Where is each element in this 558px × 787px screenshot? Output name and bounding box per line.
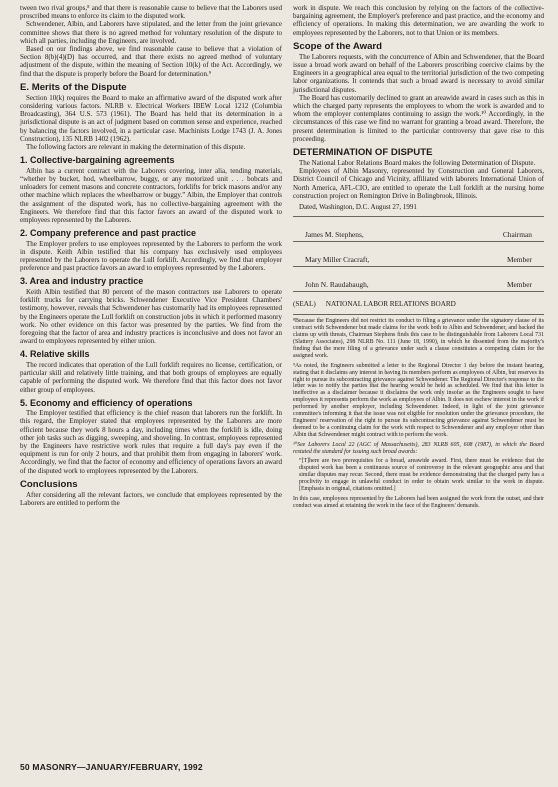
right-column [293,4,544,513]
paragraph: The National Labor Relations Board makes the following Determination of Dispute. [299,159,536,168]
dated-line: Dated, Washington, D.C. August 27, 1991 [299,203,417,212]
subheading-collective-bargaining: 1. Collective-bargaining agreements [20,155,175,166]
footnote-9: ⁹As noted, the Engineers submitted a letter to the Regional Director 1 day before the instant hearing, stating that it disclaims any interest in having its members perform as employees of Albin, but reserves its right to pursue its subcontracting grievance against Schwendener. The Regional Director's response to the letter was to notify the parties that the hearing would be held as scheduled. We find that this letter is ineffective as a disclaimer because it disclaims the work only insofar as the Engineers sought to have employees it represents perform the work as employees of Albin. It does not eschew interest in the work if performed by another employer, including Schwendener. Indeed, in light of the joint grievance committee's informing it that the issue was not eligible for resolution under the grievance procedure, the Engineers' reservation of the right to pursue its subcontracting grievance against Schwendener must be deemed to be a continuing claim for the work with respect to Schwendener and any employer other than Albin that Schwendener might contract with to perform the work. [293,362,544,438]
footnote-8: ⁸Because the Engineers did not restrict its conduct to filing a grievance under the signatory clause of its contract with Schwendener but made claims for the work both to Albin and Schwendener, and backed the claims up with threats, Chairman Stephens finds this case to be distinguishable from Laborers Local 731 (Slattery Associates), 298 NLRB No. 111 (June 18, 1990), in which he dissented from the majority's finding that the mere filing of a grievance under such a clause constitutes a competing claim for the assigned work. [293,318,544,359]
seal-line [293,300,544,308]
footnote-divider [293,314,544,315]
footnote-10: ¹⁰See Laborers Local 22 (AGC of Massachusetts), 283 NLRB 605, 608 (1987), in which the Board restated the standard for issuing such broad awards: [293,441,544,455]
paragraph: The Laborers requests, with the concurrence of Albin and Schwendener, that the Board issue a broad work award on behalf of the Laborers proscribing coercive claims by the Engineers in a geographical area equal to the territorial jurisdiction of the two competing labor organizations. It contends that such a broad award is necessary to avoid similar jurisdictional disputes. [293,52,544,94]
paragraph: The following factors are relevant in making the determination of this dispute. [26,143,246,152]
paragraph: Employees of Albin Masonry, represented by Construction and General Laborers, District Council of Chicago and Vicinity, affiliated with laborers International Union of North America, AFL-CIO, are entitled to operate the Lull forklift at the nursing home construction project on Remington Drive in Bolingbrook, Illinois. [293,167,544,200]
paragraph: Section 10(k) requires the Board to make an affirmative award of the disputed work after considering various factors. NLRB v. Electrical Workers IBEW Local 1212 (Columbia Broadcasting), 364 U.S. 573 (1961). The Board has held that its determination in a jurisdictional dispute is an act of judgment based on common sense and experience, reached by balancing the factors involved, in a particular case. Machinists Lodge 1743 (J. A. Jones Construction), 135 NLRB 1402 (1962). [20,93,282,143]
paragraph: Keith Albin testified that 80 percent of the mason contractors use Laborers to operate forklift trucks for carrying bricks. Schwendener Executive Vice President Chambers' testimony, however, reveals that Schwendener has customarily had its employees represented by the Engineers operate the Lull forklift on construction jobs in which it performed masonry work. No other evidence on this factor was presented by the parties. We find from the foregoing that the factor of area and industry practices is inconclusive and does not favor an award to employees represented by either union. [20,287,282,346]
paragraph: The Employer prefers to use employees represented by the Laborers to perform the work in dispute. Keith Albin testified that his company has exclusively used employees represented by the Laborers to operate the Lull forklift. Accordingly, we find that employer preference and past practice favors an award to employees represented by the Laborers. [20,239,282,273]
paragraph: Based on our findings above, we find reasonable cause to believe that a violation of Section 8(b)(4)(D) has occurred, and that there exists no agreed method of voluntary adjustment of the dispute, within the meaning of Section 10(k) of the Act. Accordingly, we find that the dispute is properly before the Board for determination.⁹ [20,45,282,78]
signature-row [293,242,544,267]
page-footer: 50 MASONRY—JANUARY/FEBRUARY, 1992 [20,762,203,772]
signer-title: Chairman [502,230,532,240]
footnote-10-quote: “[T]here are two prerequisites for a broad, areawide award. First, there must be evidence that the disputed work has been a continuous source of controversy in the relevant geographic area and that similar disputes may recur. Second, there must be evidence demonstrating that the charged party has a proclivity to engage in unlawful conduct in order to obtain work similar to the work in dispute. [Emphasis in original, citations omitted.] [299,458,544,493]
signer-name: James M. Stephens, [305,230,364,240]
section-heading-merits: E. Merits of the Dispute [20,81,127,93]
left-column [20,4,282,507]
signer-title: Member [506,280,532,290]
section-heading-scope: Scope of the Award [293,40,383,52]
paragraph: The Employer testified that efficiency is the chief reason that laborers run the forklift. In this regard, the Employer stated that employees represented by the Laborers are more efficient because they work 8 hours a day, including times when the forklift is idle, doing other job tasks such as digging, sweeping, and shoveling. In contrast, employees represented by the Engineers have restrictive work rules that require a full day's pay even if the equipment is run for only 2 hours, and that prohibit them from engaging in laborers' work. Accordingly, we find that the factor of economy and efficiency of operations favors an award of the disputed work to employees represented by the Laborers. [20,409,282,475]
paragraph: Schwendener, Albin, and Laborers have stipulated, and the letter from the joint grievance committee shows that there is no agreed method for voluntary resolution of the dispute to which all parties, including the Engineers, are involved. [20,20,282,45]
signature-row [293,217,544,242]
footnote-10-tail: In this case, employees represented by the Laborers had been assigned the work from the outset, and their conduct was aimed at retaining the work in the face of the Engineers' demands. [293,496,544,509]
paragraph: work in dispute. We reach this conclusion by relying on the factors of the collective-bargaining agreement, the Employer's preference and past practice, and the economy and efficiency of operations. In making this determination, we are awarding the work to employees represented by the Laborers, not to that Union or its members. [293,4,544,37]
seal-mark: (SEAL) [293,300,316,309]
seal-organization: NATIONAL LABOR RELATIONS BOARD [325,300,456,309]
signer-title: Member [506,255,532,265]
subheading-company-preference: 2. Company preference and past practice [20,228,197,239]
subheading-economy-efficiency: 5. Economy and efficiency of operations [20,397,193,408]
signer-name: John N. Raudabaugh, [305,280,369,290]
subheading-relative-skills: 4. Relative skills [20,349,90,360]
paragraph: After considering all the relevant factors, we conclude that employees represented by the Laborers are entitled to perform the [20,490,282,508]
subheading-area-industry: 3. Area and industry practice [20,276,144,287]
paragraph: The Board has customarily declined to grant an areawide award in cases such as this in which the charged party represents the employees to whom the work is awarded and to whom the employer contemplates continuing to assign the work.¹⁰ Accordingly, in the circumstances of this case we find no warrant for granting a broad award. Therefore, the present determination is limited to the particular controversy that gave rise to this proceeding. [293,93,544,143]
paragraph: Albin has a current contract with the Laborers covering, inter alia, tending materials, “whether by bucket, hod, wheelbarrow, buggy, or any motorized unit . . . bobcats and unloaders for cement masons and concrete contractors, forklifts for brick masons and/or any other machine which replaces the wheelbarrow or buggy.” Albin, the Employer that controls the assignment of the disputed work, has no collective-bargaining agreement with the Engineers. We therefore find that this factor favors an award of the disputed work to employees represented by the Laborers. [20,166,282,224]
signature-row [293,267,544,292]
paragraph: The record indicates that operation of the Lull forklift requires no license, certification, or particular skill and relatively little training, and that both groups of employees are equally capable of performing the disputed work. We therefore find that this factor does not favor either group of employees. [20,360,282,394]
section-heading-determination: DETERMINATION OF DISPUTE [293,147,433,159]
signature-table [293,216,544,292]
signer-name: Mary Miller Cracraft, [305,255,370,265]
section-heading-conclusions: Conclusions [20,478,78,490]
paragraph: tween two rival groups,⁸ and that there is reasonable cause to believe that the Laborers used proscribed means to enforce its claim to the disputed work. [20,4,282,21]
